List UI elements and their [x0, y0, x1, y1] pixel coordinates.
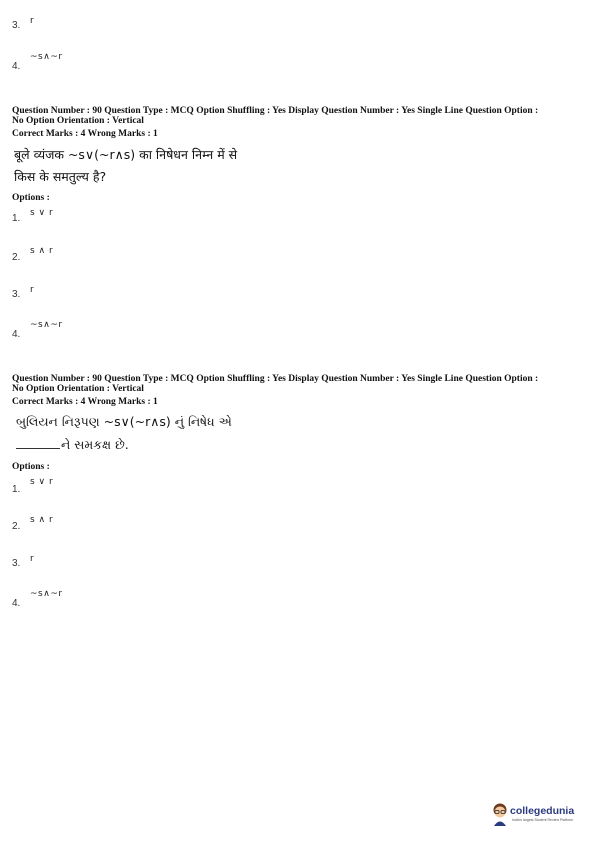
option-number: 4. [12, 329, 21, 340]
question-text-line2: किस के समतुल्य है? [14, 169, 107, 184]
option-expression: ~s∧~r [30, 320, 63, 330]
question-meta-line1: Question Number : 90 Question Type : MCQ Option Shuffling : Yes Display Question Number : Yes Single Line Question Option : [12, 106, 539, 116]
mascot-icon [490, 802, 510, 826]
question-meta-line2: No Option Orientation : Vertical [12, 116, 144, 126]
option-number: 2. [12, 521, 21, 532]
question-marks: Correct Marks : 4 Wrong Marks : 1 [12, 397, 158, 407]
option-expression: r [30, 554, 35, 564]
option-number: 2. [12, 252, 21, 263]
option-expression: r [30, 16, 35, 26]
logo-name: collegedunia [510, 805, 575, 817]
option-number: 1. [12, 484, 21, 495]
option-expression: s ∨ r [30, 208, 54, 218]
question-marks: Correct Marks : 4 Wrong Marks : 1 [12, 129, 158, 139]
option-expression: ~s∧~r [30, 589, 63, 599]
question-text-line2-wrapper [16, 434, 129, 456]
option-expression: s ∧ r [30, 515, 54, 525]
answer-blank [16, 439, 60, 449]
option-number: 3. [12, 20, 21, 31]
question-text-line1: બુલિયન નિરૂપણ ~s∨(~r∧s) નું નિષેધ એ [16, 414, 232, 429]
question-meta-line1: Question Number : 90 Question Type : MCQ Option Shuffling : Yes Display Question Number : Yes Single Line Question Option : [12, 374, 539, 384]
collegedunia-logo [490, 800, 582, 828]
question-text-line2: ને સમકક્ષ છે. [61, 437, 129, 452]
option-number: 3. [12, 289, 21, 300]
option-number: 3. [12, 558, 21, 569]
option-expression: ~s∧~r [30, 52, 63, 62]
option-expression: s ∨ r [30, 477, 54, 487]
logo-tagline: India's largest Student Review Platform [512, 818, 573, 822]
question-meta-line2: No Option Orientation : Vertical [12, 384, 144, 394]
question-text-line1: बूले व्यंजक ~s∨(~r∧s) का निषेधन निम्न में से [14, 147, 238, 162]
option-number: 4. [12, 61, 21, 72]
option-number: 1. [12, 213, 21, 224]
options-label: Options : [12, 462, 50, 472]
option-number: 4. [12, 598, 21, 609]
option-expression: s ∧ r [30, 246, 54, 256]
options-label: Options : [12, 193, 50, 203]
option-expression: r [30, 285, 35, 295]
